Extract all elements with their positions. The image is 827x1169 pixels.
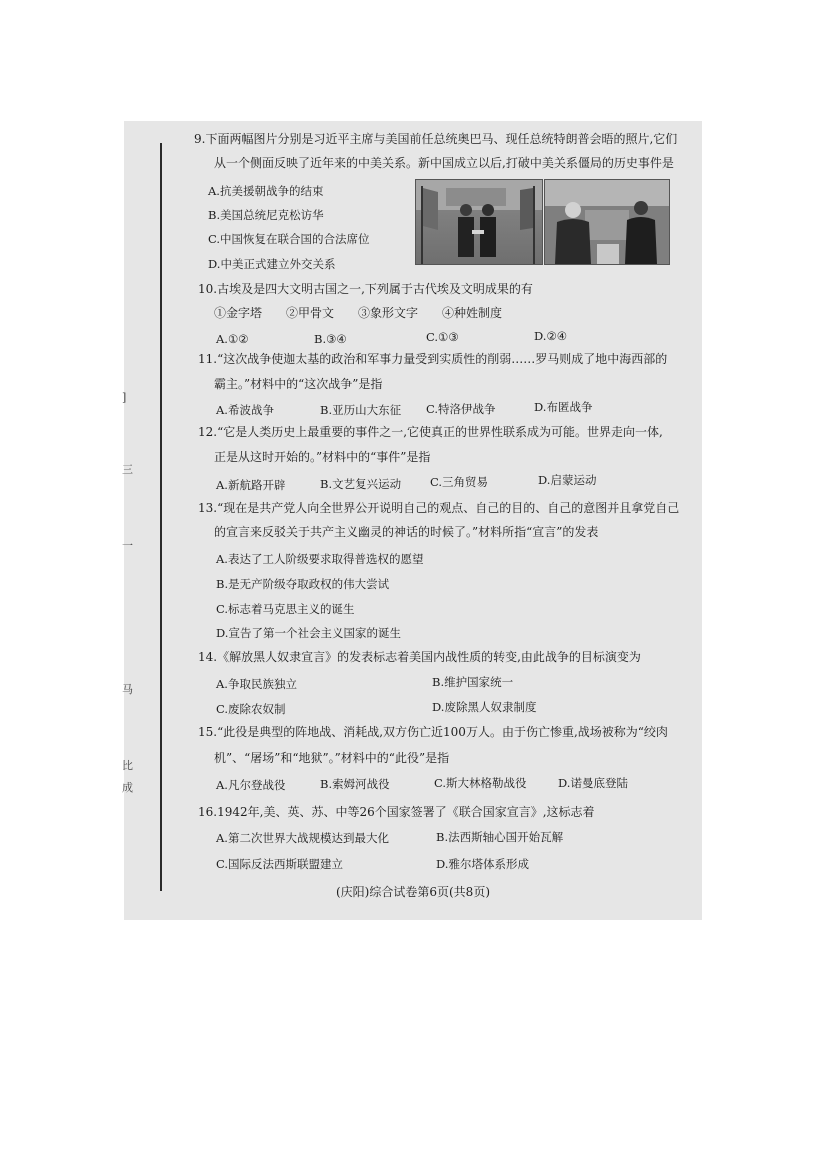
question-13-option-b: B.是无产阶级夺取政权的伟大尝试 bbox=[216, 577, 390, 591]
question-16-option-b: B.法西斯轴心国开始瓦解 bbox=[436, 830, 564, 844]
question-13-stem: 13.“现在是共产党人向全世界公开说明自己的观点、自己的目的、自己的意图并且拿党自己 bbox=[198, 501, 680, 515]
question-15-stem: 机”、“屠场”和“地狱”。”材料中的“此役”是指 bbox=[214, 751, 450, 765]
question-16-option-c: C.国际反法西斯联盟建立 bbox=[216, 857, 344, 871]
question-16-option-a: A.第二次世界大战规模达到最大化 bbox=[216, 831, 389, 845]
question-10-option-b: B.③④ bbox=[314, 332, 347, 346]
question-16-stem: 16.1942年,美、英、苏、中等26个国家签署了《联合国家宣言》,这标志着 bbox=[198, 805, 595, 819]
question-14-option-c: C.废除农奴制 bbox=[216, 702, 286, 716]
question-12-stem: 12.“它是人类历史上最重要的事件之一,它使真正的世界性联系成为可能。世界走向一体, bbox=[198, 425, 663, 439]
question-11-option-a: A.希波战争 bbox=[216, 403, 274, 417]
question-13-stem: 的宣言来反驳关于共产主义幽灵的神话的时候了。”材料所指“宣言”的发表 bbox=[214, 525, 599, 539]
edge-mark: 成 bbox=[122, 781, 133, 794]
question-15-option-d: D.诺曼底登陆 bbox=[558, 776, 628, 790]
question-11-option-c: C.特洛伊战争 bbox=[426, 402, 496, 416]
question-12-stem: 正是从这时开始的。”材料中的“事件”是指 bbox=[214, 450, 431, 464]
edge-mark: 马 bbox=[122, 683, 133, 696]
question-12-option-b: B.文艺复兴运动 bbox=[320, 477, 402, 491]
edge-mark: 一 bbox=[122, 539, 133, 552]
photo-xi-obama bbox=[415, 179, 543, 265]
question-15-stem: 15.“此役是典型的阵地战、消耗战,双方伤亡近100万人。由于伤亡惨重,战场被称为“绞肉 bbox=[198, 725, 668, 739]
question-14-option-d: D.废除黑人奴隶制度 bbox=[432, 700, 537, 714]
question-14-option-b: B.维护国家统一 bbox=[432, 675, 514, 689]
question-12-option-d: D.启蒙运动 bbox=[538, 473, 597, 487]
photo-xi-trump bbox=[544, 179, 670, 265]
question-12-option-c: C.三角贸易 bbox=[430, 475, 489, 489]
margin-rule bbox=[160, 143, 162, 891]
question-12-option-a: A.新航路开辟 bbox=[216, 478, 286, 492]
question-10-stem: 10.古埃及是四大文明古国之一,下列属于古代埃及文明成果的有 bbox=[198, 282, 533, 296]
question-14-stem: 14.《解放黑人奴隶宣言》的发表标志着美国内战性质的转变,由此战争的目标演变为 bbox=[198, 650, 641, 664]
question-9-option-b: B.美国总统尼克松访华 bbox=[208, 208, 324, 222]
question-10-option-d: D.②④ bbox=[534, 329, 568, 343]
question-9-stem: 从一个侧面反映了近年来的中美关系。新中国成立以后,打破中美关系僵局的历史事件是 bbox=[214, 156, 674, 170]
exam-page bbox=[124, 121, 702, 920]
question-10-items: ①金字塔 ②甲骨文 ③象形文字 ④种姓制度 bbox=[214, 306, 503, 320]
question-9-stem: 9.下面两幅图片分别是习近平主席与美国前任总统奥巴马、现任总统特朗普会晤的照片,它们 bbox=[194, 132, 678, 146]
page-footer: (庆阳)综合试卷第6页(共8页) bbox=[336, 885, 490, 899]
question-15-option-a: A.凡尔登战役 bbox=[216, 778, 286, 792]
question-13-option-d: D.宣告了第一个社会主义国家的诞生 bbox=[216, 626, 401, 640]
question-10-option-c: C.①③ bbox=[426, 330, 459, 344]
question-15-option-b: B.索姆河战役 bbox=[320, 777, 390, 791]
question-11-stem: 11.“这次战争使迦太基的政治和军事力量受到实质性的削弱……罗马则成了地中海西部的 bbox=[198, 352, 668, 366]
question-14-option-a: A.争取民族独立 bbox=[216, 677, 297, 691]
question-15-option-c: C.斯大林格勒战役 bbox=[434, 776, 527, 790]
question-11-option-d: D.布匿战争 bbox=[534, 400, 593, 414]
question-9-option-a: A.抗美援朝战争的结束 bbox=[208, 184, 324, 198]
edge-mark: 三 bbox=[122, 463, 133, 476]
question-11-stem: 霸主。”材料中的“这次战争”是指 bbox=[214, 377, 383, 391]
question-9-option-d: D.中美正式建立外交关系 bbox=[208, 257, 336, 271]
question-11-option-b: B.亚历山大东征 bbox=[320, 403, 402, 417]
question-9-option-c: C.中国恢复在联合国的合法席位 bbox=[208, 232, 370, 246]
question-13-option-a: A.表达了工人阶级要求取得普选权的愿望 bbox=[216, 552, 424, 566]
edge-mark: ] bbox=[122, 391, 127, 404]
question-10-option-a: A.①② bbox=[216, 332, 249, 346]
edge-mark: 比 bbox=[122, 759, 133, 772]
question-16-option-d: D.雅尔塔体系形成 bbox=[436, 857, 529, 871]
question-13-option-c: C.标志着马克思主义的诞生 bbox=[216, 602, 355, 616]
